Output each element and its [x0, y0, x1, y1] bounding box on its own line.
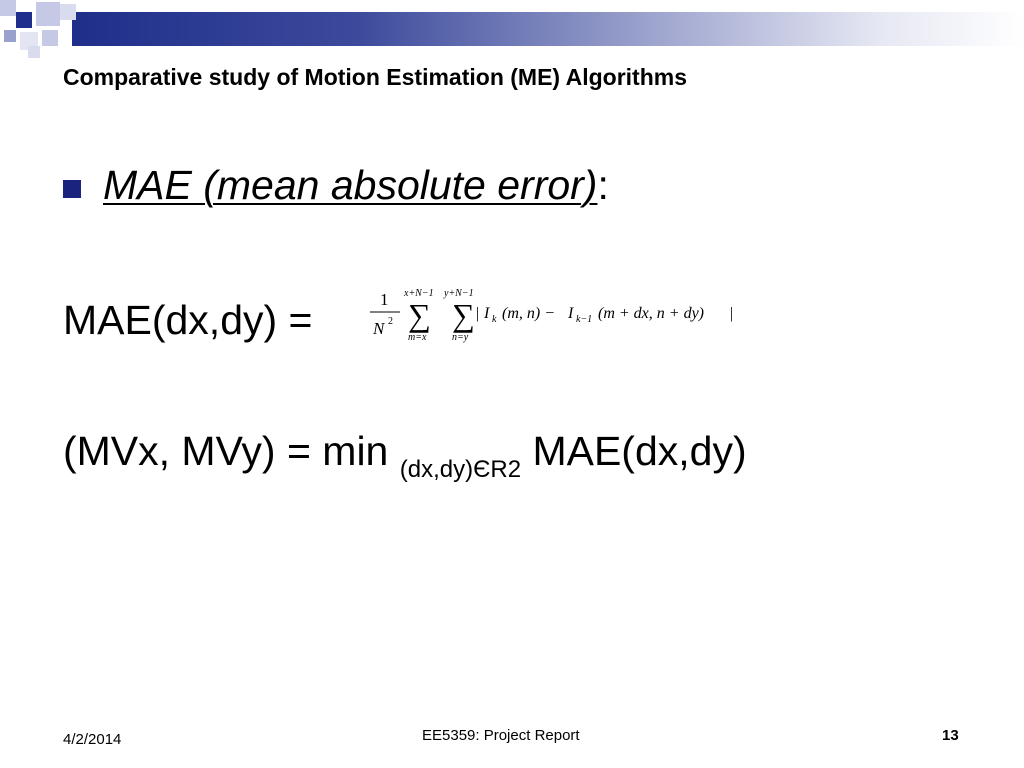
abs-close: |: [730, 305, 734, 322]
frame-k: I: [484, 305, 490, 322]
denominator-exponent: 2: [388, 316, 393, 327]
fraction-numerator: 1: [380, 290, 389, 309]
footer-title: EE5359: Project Report: [422, 727, 580, 744]
fraction-denominator: N: [373, 319, 385, 338]
abs-open: |: [476, 305, 480, 322]
mae-equation-lhs: MAE(dx,dy) =: [63, 297, 313, 343]
frame-k-subscript: k: [492, 314, 497, 325]
frame-k-minus-1: I: [568, 305, 574, 322]
bullet-suffix: :: [597, 162, 609, 208]
page-number: 13: [942, 727, 959, 744]
header-gradient-bar: [72, 12, 1024, 46]
header-decoration: [0, 0, 1024, 62]
formula-body: [476, 305, 733, 326]
decor-square: [42, 30, 58, 46]
sum1-upper-limit: x+N−1: [404, 288, 434, 299]
decor-square: [16, 12, 32, 28]
mv-lhs: (MVx, MVy) = min: [63, 428, 389, 474]
summation-icon: ∑: [408, 297, 431, 333]
decor-square: [60, 4, 76, 20]
decor-square: [28, 46, 40, 58]
frame-k-minus-1-args: (m + dx, n + dy): [598, 305, 705, 322]
decor-square: [36, 2, 60, 26]
frame-k-args: (m, n) −: [502, 305, 556, 322]
mv-rhs: MAE(dx,dy): [532, 428, 747, 474]
bullet-term: MAE (mean absolute error): [103, 162, 598, 208]
motion-vector-equation: [63, 428, 747, 483]
mae-formula: [366, 282, 746, 344]
decor-square: [4, 30, 16, 42]
sum1-lower-limit: m=x: [408, 332, 427, 343]
footer-date: 4/2/2014: [63, 731, 122, 748]
slide-title: Comparative study of Motion Estimation (ME) Algorithms: [63, 64, 687, 90]
sum2-lower-limit: n=y: [452, 332, 469, 343]
bullet-text: [103, 162, 609, 209]
square-bullet-icon: [63, 180, 81, 198]
mv-min-subscript: (dx,dy)ЄR2: [399, 456, 522, 483]
summation-icon: ∑: [452, 297, 475, 333]
sum2-upper-limit: y+N−1: [444, 288, 474, 299]
decor-square: [0, 0, 16, 16]
frame-k-minus-1-subscript: k−1: [576, 314, 593, 325]
